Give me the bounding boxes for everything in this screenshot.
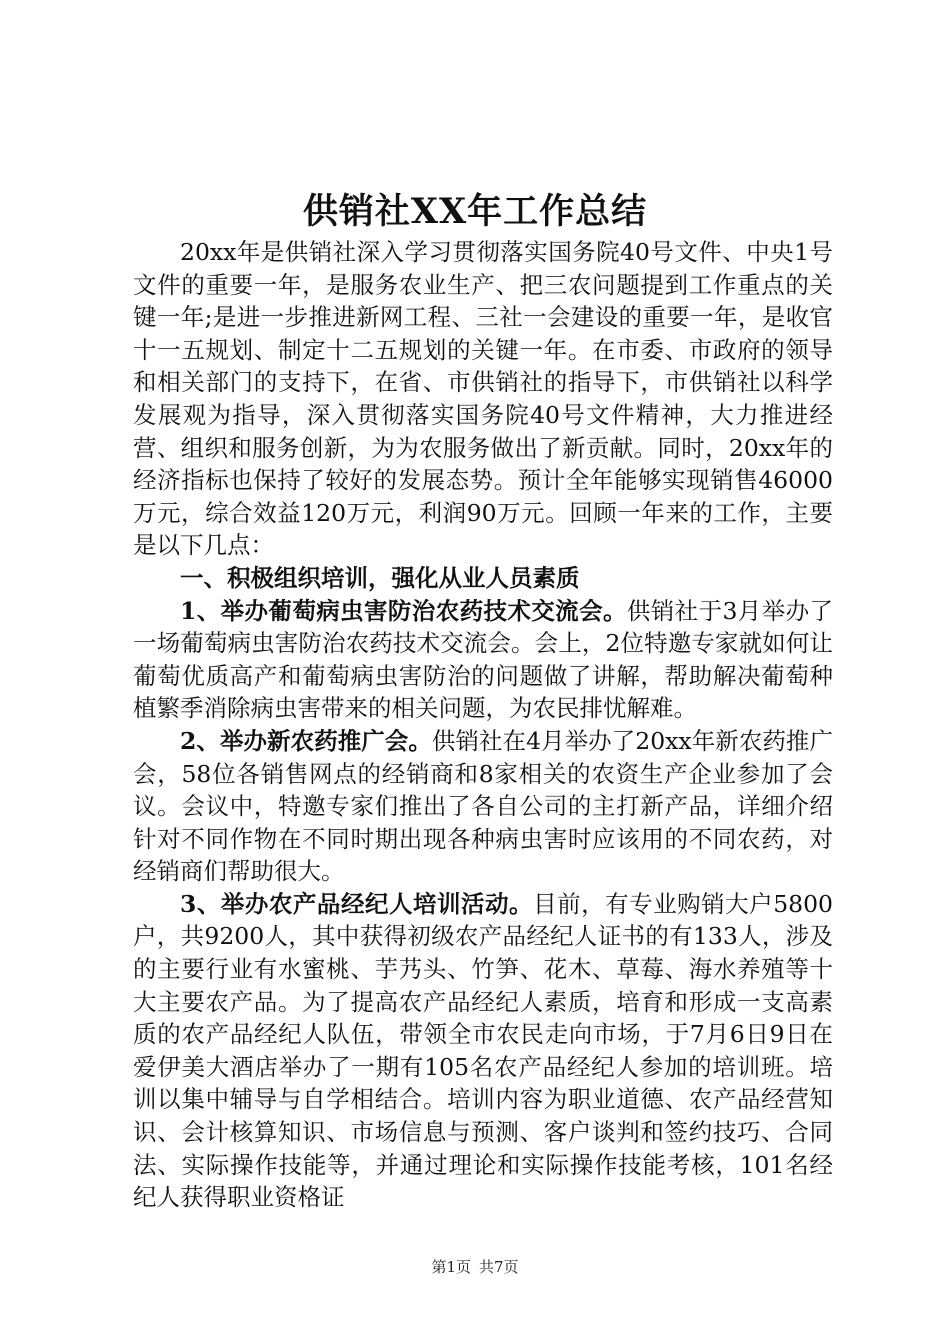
page-footer	[0, 1256, 950, 1277]
document-title: 供销社XX年工作总结	[302, 191, 648, 232]
item-paragraph-2	[133, 725, 833, 888]
document-body	[133, 236, 833, 1214]
intro-paragraph: 20xx年是供销社深入学习贯彻落实国务院40号文件、中央1号文件的重要一年，是服务农业生产、把三农问题提到工作重点的关键一年;是进一步推进新网工程、三社一会建设的重要一年，是收官十一五规划、制定十二五规划的关键一年。在市委、市政府的领导和相关部门的支持下，在省、市供销社的指导下，市供销社以科学发展观为指导，深入贯彻落实国务院40号文件精神，大力推进经营、组织和服务创新，为为农服务做出了新贡献。同时，20xx年的经济指标也保持了较好的发展态势。预计全年能够实现销售46000万元，综合效益120万元，利润90万元。回顾一年来的工作，主要是以下几点：	[133, 238, 833, 560]
section-heading: 一、积极组织培训，强化从业人员素质	[180, 563, 580, 592]
item-2-lead: 2、举办新农药推广会。	[180, 726, 432, 755]
item-paragraph-1	[133, 595, 833, 725]
item-3-body: 目前，有专业购销大户5800户，共9200人，其中获得初级农产品经纪人证书的有133人，涉及的主要行业有水蜜桃、芋艿头、竹笋、花木、草莓、海水养殖等十大主要农产品。为了提高农产品经纪人素质，培育和形成一支高素质的农产品经纪人队伍，带领全市农民走向市场，于7月6日9日在爱伊美大酒店举办了一期有105名农产品经纪人参加的培训班。培训以集中辅导与自学相结合。培训内容为职业道德、农产品经营知识、会计核算知识、市场信息与预测、客户谈判和签约技巧、合同法、实际操作技能等，并通过理论和实际操作技能考核，101名经纪人获得职业资格证	[133, 889, 833, 1212]
item-paragraph-3	[133, 888, 833, 1214]
page-number: 第1页	[431, 1258, 471, 1276]
item-1-body: 供销社于3月举办了一场葡萄病虫害防治农药技术交流会。会上，2位特邀专家就如何让葡萄优质高产和葡萄病虫害防治的问题做了讲解，帮助解决葡萄种植繁季消除病虫害带来的相关问题，为农民排忧解难。	[133, 596, 833, 723]
item-3-lead: 3、举办农产品经纪人培训活动。	[180, 889, 534, 918]
item-2-body: 供销社在4月举办了20xx年新农药推广会，58位各销售网点的经销商和8家相关的农资生产企业参加了会议。会议中，特邀专家们推出了各自公司的主打新产品，详细介绍针对不同作物在不同时期出现各种病虫害时应该用的不同农药，对经销商们帮助很大。	[133, 726, 833, 886]
item-1-lead: 1、举办葡萄病虫害防治农药技术交流会。	[180, 596, 627, 625]
page-total: 共7页	[479, 1258, 519, 1276]
